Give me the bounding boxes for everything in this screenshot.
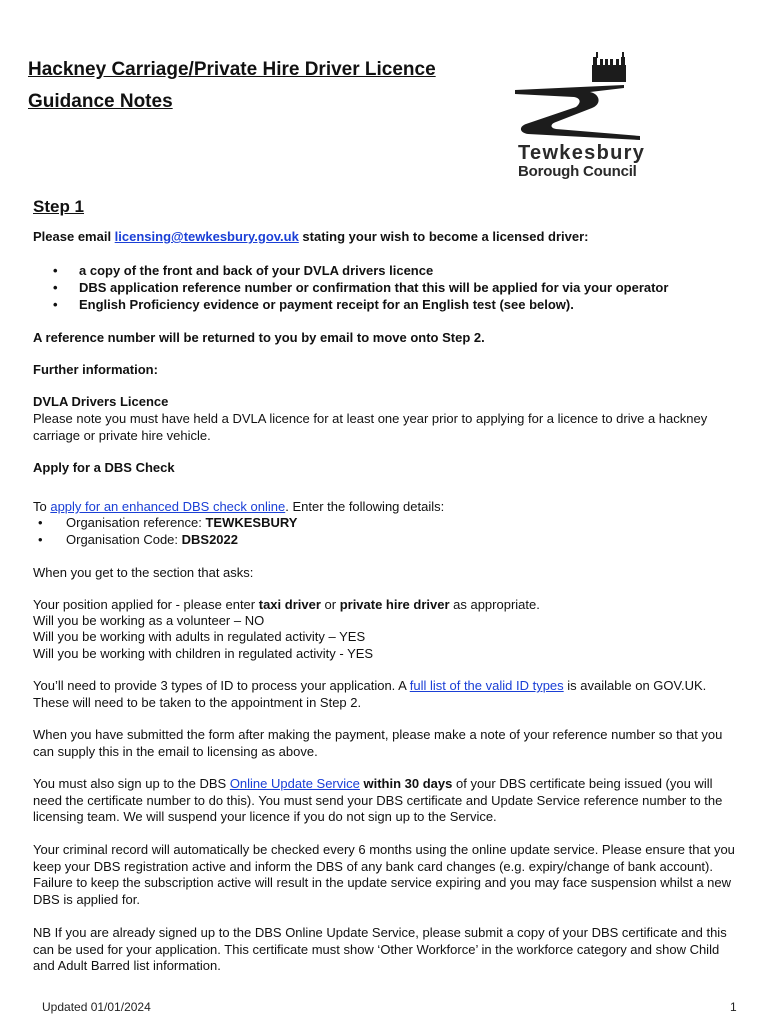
online-update-service-link[interactable]: Online Update Service (229, 776, 360, 791)
step-1-intro: Please email licensing@tewkesbury.gov.uk stating your wish to become a licensed driver: (33, 229, 589, 244)
update-service-text: You must also sign up to the DBS Online Update Service within 30 days of your DBS certificate being issued (you will need the certificate number to do this). You must send your DBS certificate and Update Service reference number to the licensing team. We will suspend your licence if you do not sign up to the Service. (33, 776, 723, 824)
valid-id-types-link[interactable]: full list of the valid ID types (409, 678, 564, 693)
organisation-details-list (33, 515, 297, 548)
requirements-list (33, 262, 668, 313)
logo-text-borough-council: Borough Council (518, 163, 637, 180)
page-subtitle: Guidance Notes (28, 91, 173, 112)
criminal-record-text: Your criminal record will automatically be checked every 6 months using the online update service. Please ensure that you keep your DBS registration active and inform the DBS of any bank card changes (e.g. expiry/change of bank account). Failure to keep the subscription active will result in the update service expiring and you may face suspension whilst a new DBS is applied for. (33, 842, 735, 907)
step-1-heading: Step 1 (33, 197, 85, 216)
position-applied-text: Your position applied for - please enter taxi driver or private hire driver as appropriate. (33, 597, 540, 612)
id-types-text: You’ll need to provide 3 types of ID to process your application. A full list of the valid ID types is available on GOV.UK. These will need to be taken to the appointment in Step 2. (33, 678, 707, 710)
list-item: • Organisation Code: DBS2022 (33, 532, 297, 549)
dvla-text: Please note you must have held a DVLA licence for at least one year prior to applying for a licence to drive a hackney carriage or private hire vehicle. (33, 411, 708, 443)
list-item: • a copy of the front and back of your DVLA drivers licence (33, 262, 668, 279)
page-number: 1 (730, 1000, 737, 1014)
section-asks-text: When you get to the section that asks: (33, 565, 254, 580)
logo-text-tewkesbury: Tewkesbury (518, 142, 646, 164)
list-item: • English Proficiency evidence or payment receipt for an English test (see below). (33, 296, 668, 313)
further-info-heading: Further information: (33, 362, 158, 377)
dbs-heading: Apply for a DBS Check (33, 460, 175, 475)
volunteer-answer: Will you be working as a volunteer – NO (33, 613, 265, 628)
submitted-form-text: When you have submitted the form after making the payment, please make a note of your reference number so that you can supply this in the email to licensing as above. (33, 727, 723, 759)
footer-updated-date: Updated 01/01/2024 (42, 1000, 151, 1014)
list-item: • Organisation reference: TEWKESBURY (33, 515, 297, 532)
reference-note: A reference number will be returned to you by email to move onto Step 2. (33, 330, 485, 345)
dbs-intro: To apply for an enhanced DBS check online. Enter the following details: (33, 499, 445, 514)
dbs-check-link[interactable]: apply for an enhanced DBS check online (50, 499, 286, 514)
children-answer: Will you be working with children in regulated activity - YES (33, 646, 374, 661)
list-item: • DBS application reference number or confirmation that this will be applied for via your operator (33, 279, 668, 296)
page-title: Hackney Carriage/Private Hire Driver Licence (28, 59, 436, 80)
licensing-email-link[interactable]: licensing@tewkesbury.gov.uk (114, 229, 299, 244)
dvla-heading: DVLA Drivers Licence (33, 394, 169, 409)
nb-text: NB If you are already signed up to the DBS Online Update Service, please submit a copy of your DBS certificate and this can be used for your application. This certificate must show ‘Other Workforce’ in the workforce category and show Child and Adult Barred list information. (33, 925, 727, 973)
adults-answer: Will you be working with adults in regulated activity – YES (33, 629, 366, 644)
